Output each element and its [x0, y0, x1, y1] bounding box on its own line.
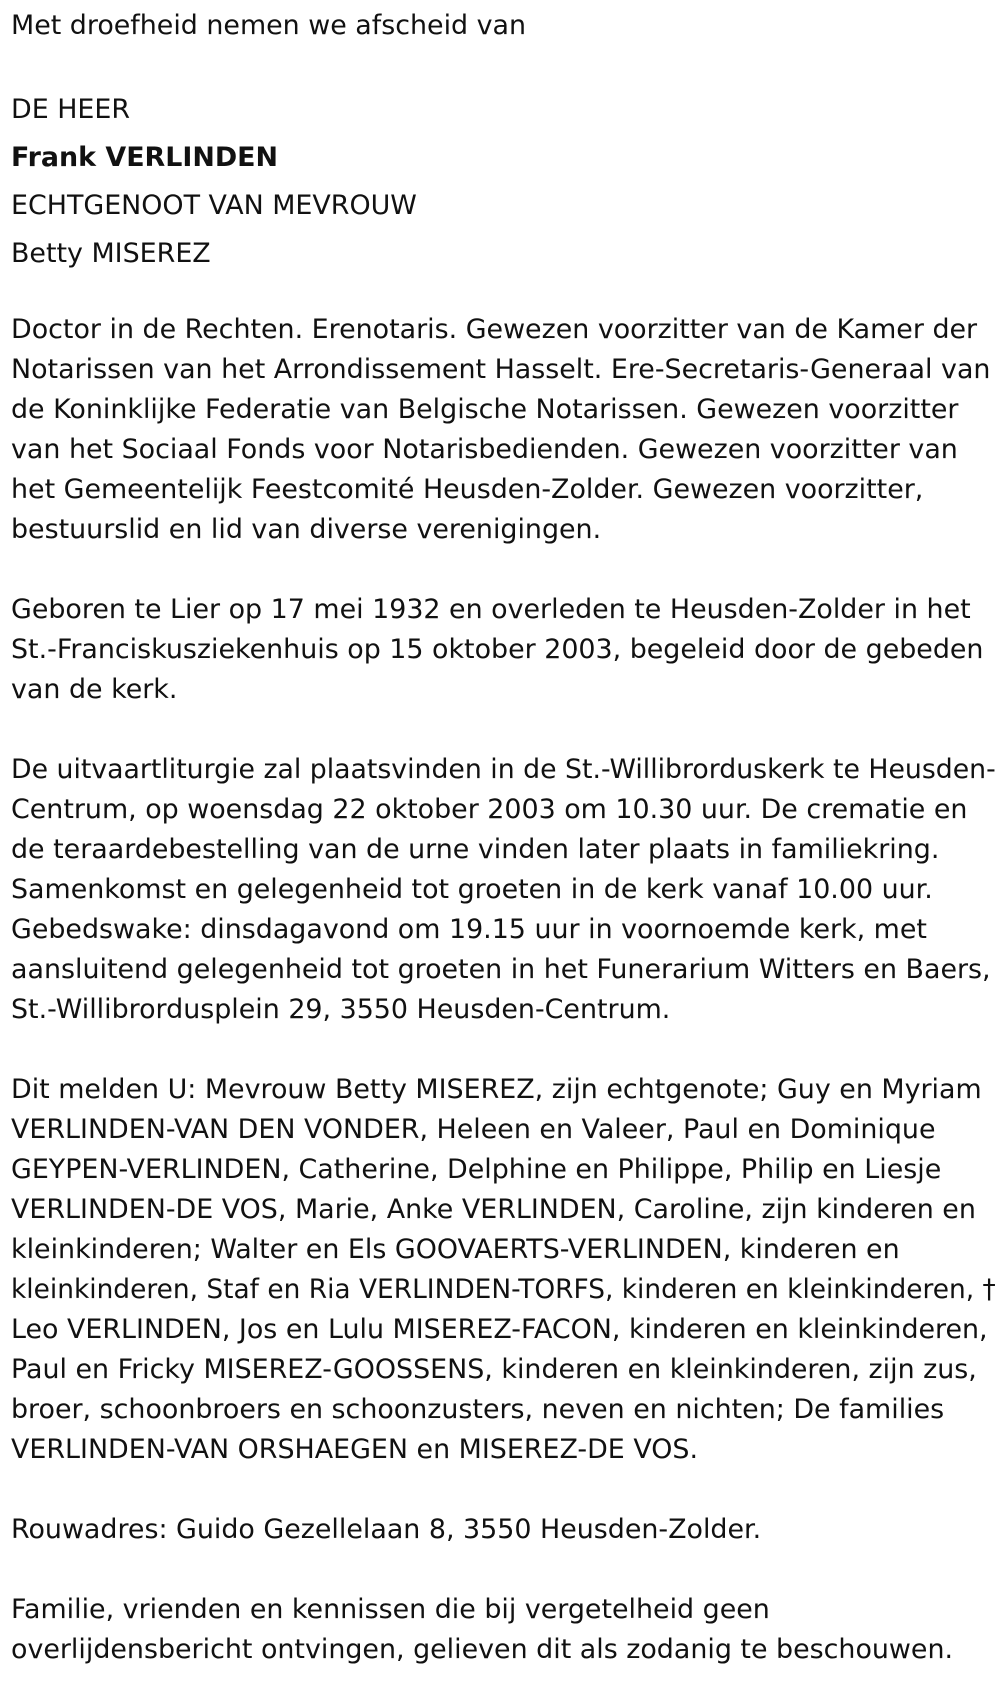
family-line: Dit melden U: Mevrouw Betty MISEREZ, zijn echtgenote; Guy en Myriam	[11, 1074, 982, 1105]
spacer	[11, 1470, 1000, 1510]
spacer	[11, 46, 1000, 86]
bio-paragraph	[11, 310, 1000, 550]
family-line: GEYPEN-VERLINDEN, Catherine, Delphine en Philippe, Philip en Liesje	[11, 1154, 942, 1185]
spacer	[11, 1030, 1000, 1070]
deceased-name: Frank VERLINDEN	[11, 142, 279, 173]
bio-line: bestuurslid en lid van diverse verenigingen.	[11, 514, 602, 545]
spacer	[11, 710, 1000, 750]
birth-line: St.-Franciskusziekenhuis op 15 oktober 2003, begeleid door de gebeden	[11, 634, 984, 665]
relation-line: ECHTGENOOT VAN MEVROUW	[11, 190, 417, 221]
family-line: VERLINDEN-VAN DEN VONDER, Heleen en Valeer, Paul en Dominique	[11, 1114, 936, 1145]
family-line: Paul en Fricky MISEREZ-GOOSSENS, kinderen en kleinkinderen, zijn zus,	[11, 1354, 977, 1385]
bio-line: Doctor in de Rechten. Erenotaris. Gewezen voorzitter van de Kamer der	[11, 314, 978, 345]
spacer	[11, 550, 1000, 590]
bio-line: de Koninklijke Federatie van Belgische Notarissen. Gewezen voorzitter	[11, 394, 959, 425]
family-line: VERLINDEN-DE VOS, Marie, Anke VERLINDEN, Caroline, zijn kinderen en	[11, 1194, 976, 1225]
funeral-paragraph	[11, 750, 1000, 1030]
family-line: kleinkinderen; Walter en Els GOOVAERTS-VERLINDEN, kinderen en	[11, 1234, 900, 1265]
spouse-name: Betty MISEREZ	[11, 238, 211, 269]
birth-paragraph	[11, 590, 1000, 710]
funeral-line: St.-Willibrordusplein 29, 3550 Heusden-Centrum.	[11, 994, 671, 1025]
funeral-line: de teraardebestelling van de urne vinden later plaats in familiekring.	[11, 834, 940, 865]
funeral-line: aansluitend gelegenheid tot groeten in het Funerarium Witters en Baers,	[11, 954, 991, 985]
family-line: kleinkinderen, Staf en Ria VERLINDEN-TORFS, kinderen en kleinkinderen, †	[11, 1274, 996, 1305]
intro-line: Met droefheid nemen we afscheid van	[11, 10, 527, 41]
bio-line: Notarissen van het Arrondissement Hasselt. Ere-Secretaris-Generaal van	[11, 354, 991, 385]
funeral-line: Gebedswake: dinsdagavond om 19.15 uur in voornoemde kerk, met	[11, 914, 927, 945]
family-line: VERLINDEN-VAN ORSHAEGEN en MISEREZ-DE VOS.	[11, 1434, 698, 1465]
family-line: Leo VERLINDEN, Jos en Lulu MISEREZ-FACON, kinderen en kleinkinderen,	[11, 1314, 988, 1345]
closing-line: Familie, vrienden en kennissen die bij vergetelheid geen	[11, 1594, 770, 1625]
funeral-line: Centrum, op woensdag 22 oktober 2003 om 10.30 uur. De crematie en	[11, 794, 968, 825]
salutation: DE HEER	[11, 94, 131, 125]
funeral-line: De uitvaartliturgie zal plaatsvinden in de St.-Willibrorduskerk te Heusden-	[11, 754, 996, 785]
header-block	[11, 86, 1000, 278]
funeral-line: Samenkomst en gelegenheid tot groeten in de kerk vanaf 10.00 uur.	[11, 874, 933, 905]
spacer	[11, 278, 1000, 310]
mourning-address: Rouwadres: Guido Gezellelaan 8, 3550 Heusden-Zolder.	[11, 1514, 762, 1545]
spacer	[11, 1550, 1000, 1590]
birth-line: Geboren te Lier op 17 mei 1932 en overleden te Heusden-Zolder in het	[11, 594, 971, 625]
bio-line: het Gemeentelijk Feestcomité Heusden-Zolder. Gewezen voorzitter,	[11, 474, 924, 505]
bio-line: van het Sociaal Fonds voor Notarisbedienden. Gewezen voorzitter van	[11, 434, 958, 465]
family-line: broer, schoonbroers en schoonzusters, neven en nichten; De families	[11, 1394, 945, 1425]
closing-paragraph	[11, 1590, 1000, 1670]
closing-line: overlijdensbericht ontvingen, gelieven dit als zodanig te beschouwen.	[11, 1634, 954, 1665]
family-paragraph	[11, 1070, 1000, 1470]
birth-line: van de kerk.	[11, 674, 178, 705]
